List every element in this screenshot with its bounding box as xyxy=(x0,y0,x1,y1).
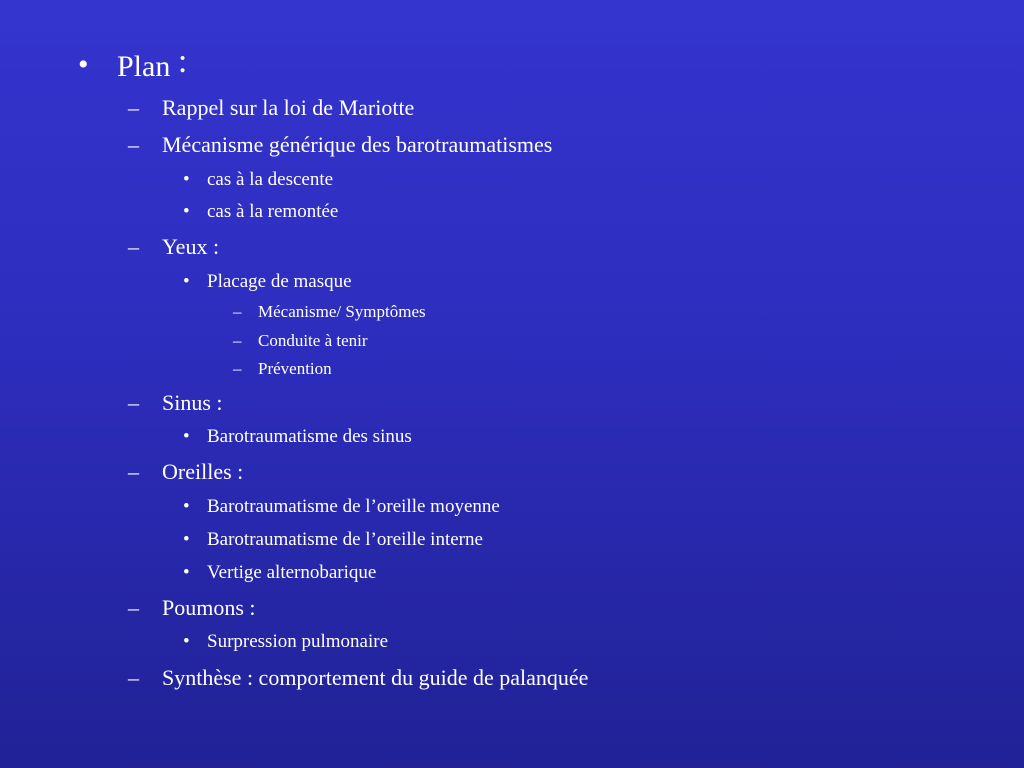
slide-title xyxy=(117,43,188,83)
dot-marker: • xyxy=(183,562,190,583)
dash-marker: – xyxy=(233,331,242,350)
outline-item-symptomes: Mécanisme/ Symptômes xyxy=(258,302,426,321)
title-colon: : xyxy=(177,43,188,80)
title-label: Plan xyxy=(117,50,171,83)
dash-marker: – xyxy=(233,359,242,378)
outline-item-prevention: Prévention xyxy=(258,359,332,378)
outline-item-surpression: Surpression pulmonaire xyxy=(207,631,389,652)
dash-marker: – xyxy=(128,234,139,259)
dash-marker: – xyxy=(233,302,242,321)
outline-item-synthese: Synthèse : comportement du guide de palanquée xyxy=(162,665,589,690)
outline-item-oreille-interne: Barotraumatisme de l’oreille interne xyxy=(207,529,483,550)
outline-item-oreilles: Oreilles : xyxy=(162,459,244,484)
dash-marker: – xyxy=(128,595,139,620)
outline-item-remontee: cas à la remontée xyxy=(207,201,339,222)
dash-marker: – xyxy=(128,132,139,157)
dot-marker: • xyxy=(183,529,190,550)
dot-marker: • xyxy=(183,426,190,447)
outline-item-yeux: Yeux : xyxy=(162,234,220,259)
dot-marker: • xyxy=(183,271,190,292)
dash-marker: – xyxy=(128,95,139,120)
outline-item-descente: cas à la descente xyxy=(207,169,334,190)
outline-item-mecanisme: Mécanisme générique des barotraumatismes xyxy=(162,132,553,157)
outline-item-vertige: Vertige alternobarique xyxy=(207,562,377,583)
dash-marker: – xyxy=(128,390,139,415)
outline-item-placage: Placage de masque xyxy=(207,271,352,292)
dot-marker: • xyxy=(183,496,190,517)
title-bullet: • xyxy=(78,48,89,81)
dash-marker: – xyxy=(128,665,139,690)
outline-item-baro-sinus: Barotraumatisme des sinus xyxy=(207,426,412,447)
dot-marker: • xyxy=(183,169,190,190)
outline-item-sinus: Sinus : xyxy=(162,390,223,415)
outline-item-poumons: Poumons : xyxy=(162,595,256,620)
dot-marker: • xyxy=(183,631,190,652)
outline-item-conduite: Conduite à tenir xyxy=(258,331,368,350)
outline-item-oreille-moyenne: Barotraumatisme de l’oreille moyenne xyxy=(207,496,500,517)
dot-marker: • xyxy=(183,201,190,222)
dash-marker: – xyxy=(128,459,139,484)
outline-item-rappel: Rappel sur la loi de Mariotte xyxy=(162,95,415,120)
